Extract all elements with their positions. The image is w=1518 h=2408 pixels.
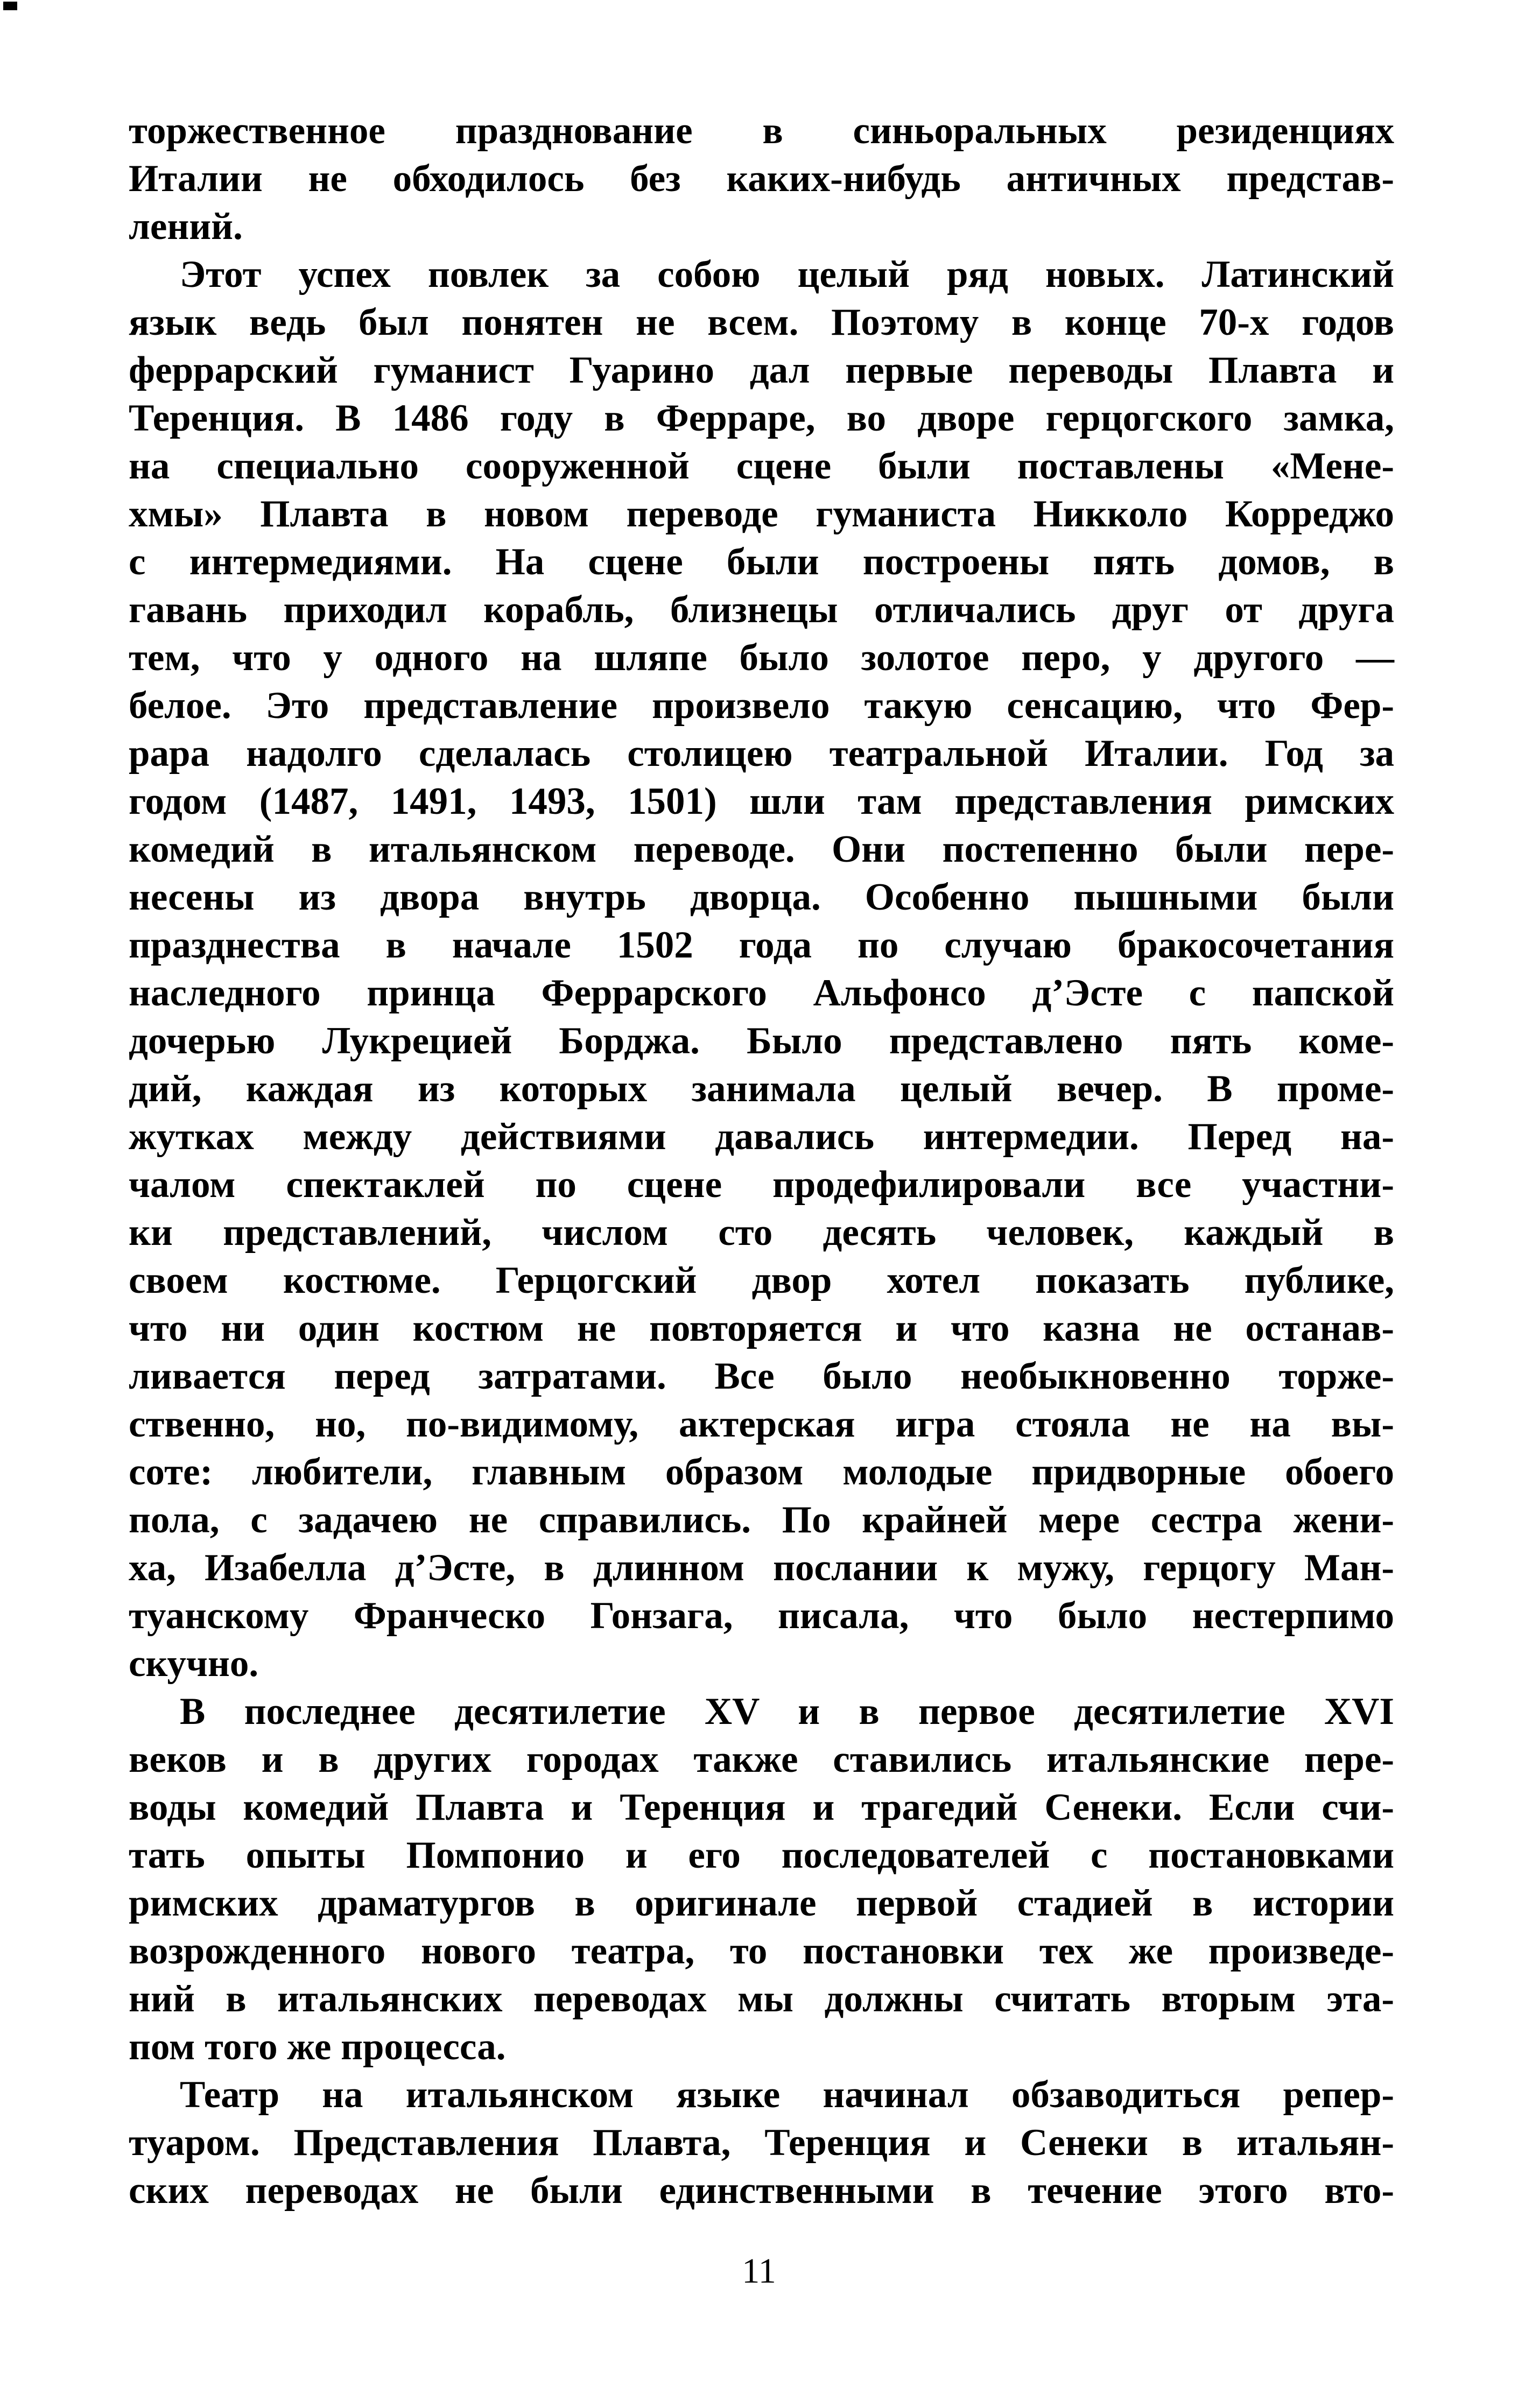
text-line: несены из двора внутрь дворца. Особенно пышными были xyxy=(129,876,1394,918)
text-line: феррарский гуманист Гуарино дал первые переводы Плавта и xyxy=(129,349,1394,391)
text-line: В последнее десятилетие XV и в первое десятилетие XVI xyxy=(180,1691,1394,1733)
text-line: ний в итальянских переводах мы должны считать вторым эта- xyxy=(129,1978,1394,2020)
text-line: наследного принца Феррарского Альфонсо д’Эсте с папской xyxy=(129,972,1394,1014)
text-line: дочерью Лукрецией Борджа. Было представлено пять коме- xyxy=(129,1020,1394,1062)
text-line: возрожденного нового театра, то постановки тех же произведе- xyxy=(129,1930,1394,1972)
text-line: пола, с задачею не справились. По крайней мере сестра жени- xyxy=(129,1499,1394,1541)
text-line: Италии не обходилось без каких-нибудь античных представ- xyxy=(129,158,1394,200)
text-line: Театр на итальянском языке начинал обзаводиться репер- xyxy=(180,2074,1394,2116)
text-line: белое. Это представление произвело такую сенсацию, что Фер- xyxy=(129,685,1394,727)
text-line: рара надолго сделалась столицею театральной Италии. Год за xyxy=(129,733,1394,774)
text-line: ки представлений, числом сто десять человек, каждый в xyxy=(129,1212,1394,1254)
text-line: веков и в других городах также ставились итальянские пере- xyxy=(129,1738,1394,1780)
text-line: что ни один костюм не повторяется и что казна не останав- xyxy=(129,1307,1394,1349)
page-number: 11 xyxy=(742,2251,776,2291)
text-line: лений. xyxy=(129,206,243,248)
text-line: празднества в начале 1502 года по случаю бракосочетания xyxy=(129,924,1394,966)
text-line: тем, что у одного на шляпе было золотое перо, у другого — xyxy=(129,637,1394,679)
text-line: комедий в итальянском переводе. Они постепенно были пере- xyxy=(129,828,1394,870)
text-line: ха, Изабелла д’Эсте, в длинном послании к мужу, герцогу Ман- xyxy=(129,1547,1394,1589)
text-line: чалом спектаклей по сцене продефилировали все участни- xyxy=(129,1164,1394,1206)
text-line: гавань приходил корабль, близнецы отличались друг от друга xyxy=(129,589,1394,631)
text-line: соте: любители, главным образом молодые придворные обоего xyxy=(129,1451,1394,1493)
text-line: ливается перед затратами. Все было необыкновенно торже- xyxy=(129,1355,1394,1397)
text-line: туанскому Франческо Гонзага, писала, что было нестерпимо xyxy=(129,1595,1394,1637)
text-line: ственно, но, по-видимому, актерская игра стояла не на вы- xyxy=(129,1403,1394,1445)
text-line: с интермедиями. На сцене были построены пять домов, в xyxy=(129,541,1394,583)
text-line: Теренция. В 1486 году в Ферраре, во дворе герцогского замка, xyxy=(129,397,1394,439)
text-line: годом (1487, 1491, 1493, 1501) шли там представления римских xyxy=(129,780,1394,822)
page-text xyxy=(129,107,1394,2215)
text-line: жутках между действиями давались интермедии. Перед на- xyxy=(129,1116,1394,1158)
text-line: ских переводах не были единственными в течение этого вто- xyxy=(129,2170,1394,2212)
text-line: торжественное празднование в синьоральных резиденциях xyxy=(129,110,1394,152)
text-line: на специально сооруженной сцене были поставлены «Мене- xyxy=(129,445,1394,487)
text-line: дий, каждая из которых занимала целый вечер. В проме- xyxy=(129,1068,1394,1110)
text-line: скучно. xyxy=(129,1643,259,1685)
scan-artifact-dot xyxy=(3,2,17,10)
text-line: римских драматургов в оригинале первой стадией в истории xyxy=(129,1882,1394,1924)
text-line: пом того же процесса. xyxy=(129,2026,506,2068)
text-line: туаром. Представления Плавта, Теренция и Сенеки в итальян- xyxy=(129,2122,1394,2164)
text-line: Этот успех повлек за собою целый ряд новых. Латинский xyxy=(180,254,1394,295)
text-line: воды комедий Плавта и Теренция и трагедий Сенеки. Если счи- xyxy=(129,1786,1394,1828)
text-line: своем костюме. Герцогский двор хотел показать публике, xyxy=(129,1259,1394,1301)
text-line: хмы» Плавта в новом переводе гуманиста Никколо Корреджо xyxy=(129,493,1394,535)
text-line: язык ведь был понятен не всем. Поэтому в конце 70-х годов xyxy=(129,301,1394,343)
text-line: тать опыты Помпонио и его последователей с постановками xyxy=(129,1834,1394,1876)
